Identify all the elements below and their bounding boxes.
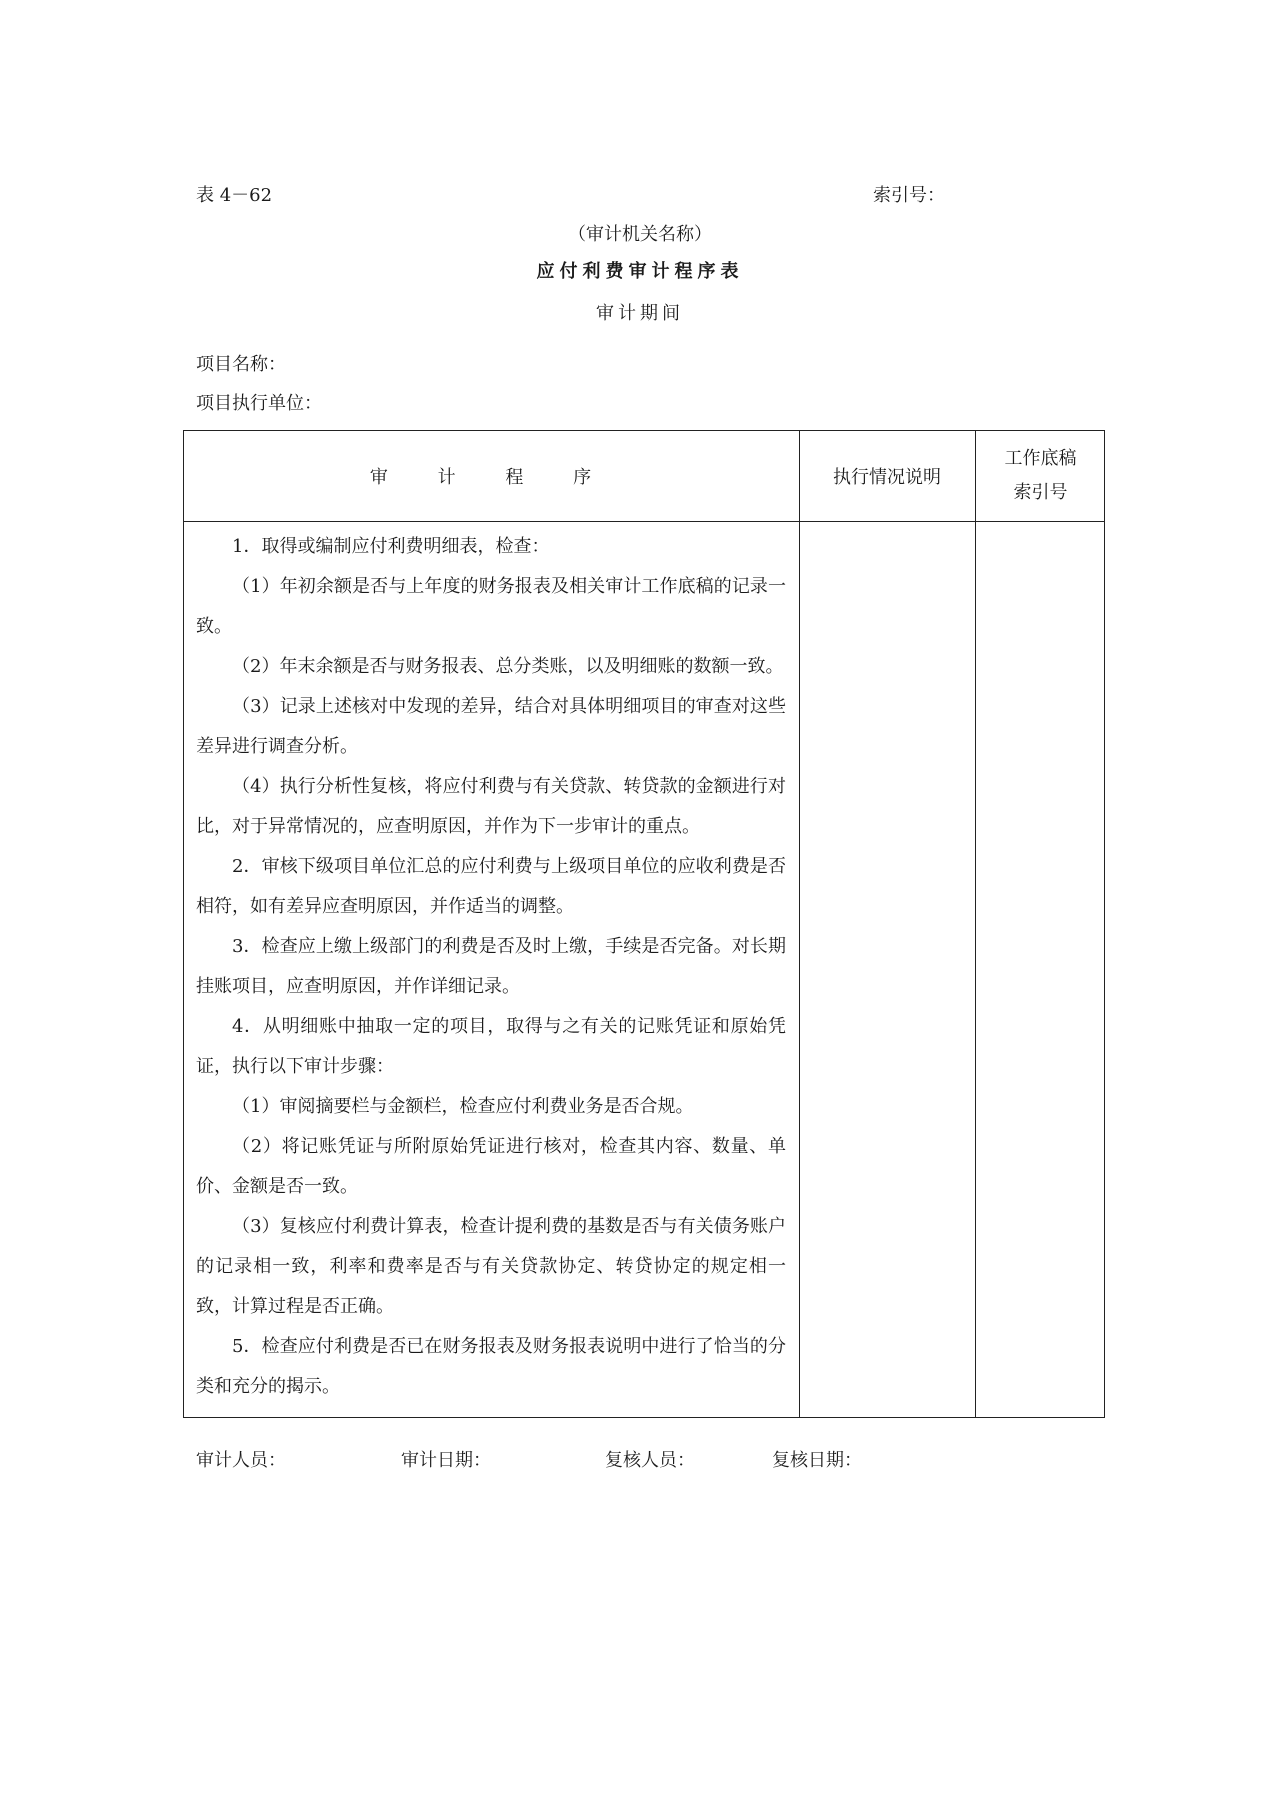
audit-date-label: 审计日期： — [401, 1450, 491, 1471]
column-divider — [975, 431, 976, 1417]
audit-procedure-table — [183, 430, 1105, 1418]
column-divider — [799, 431, 800, 1417]
procedure-item: 3．检查应上缴上级部门的利费是否及时上缴，手续是否完备。对长期挂账项目，应查明原因，并作详细记录。 — [196, 936, 786, 997]
procedure-item: 4．从明细账中抽取一定的项目，取得与之有关的记账凭证和原始凭证，执行以下审计步骤： — [196, 1016, 786, 1077]
project-unit-label: 项目执行单位： — [196, 393, 322, 414]
column-header-procedure: 审 计 程 序 — [369, 467, 614, 488]
procedure-item: 1．取得或编制应付利费明细表，检查： — [232, 536, 550, 557]
procedure-item: （1）年初余额是否与上年度的财务报表及相关审计工作底稿的记录一致。 — [196, 576, 786, 637]
procedure-item: （1）审阅摘要栏与金额栏，检查应付利费业务是否合规。 — [232, 1096, 694, 1117]
auditor-label: 审计人员： — [196, 1450, 286, 1471]
procedure-list — [196, 527, 786, 1407]
column-header-workpaper-ref: 工作底稿 索引号 — [1004, 448, 1077, 503]
procedure-item: 2．审核下级项目单位汇总的应付利费与上级项目单位的应收利费是否相符，如有差异应查明原因，并作适当的调整。 — [196, 856, 786, 917]
header-divider — [184, 521, 1104, 522]
review-date-label: 复核日期： — [772, 1450, 862, 1471]
column-header-execution: 执行情况说明 — [833, 467, 941, 488]
document-title: 应付利费审计程序表 — [536, 261, 744, 282]
procedure-item: （2）年末余额是否与财务报表、总分类账，以及明细账的数额一致。 — [232, 656, 784, 677]
audit-period: 审计期间 — [596, 303, 684, 324]
project-name-label: 项目名称： — [196, 354, 286, 375]
reviewer-label: 复核人员： — [605, 1450, 695, 1471]
procedure-item: （3）记录上述核对中发现的差异，结合对具体明细项目的审查对这些差异进行调查分析。 — [196, 696, 786, 757]
index-number-label: 索引号： — [873, 185, 945, 206]
procedure-item: （2）将记账凭证与所附原始凭证进行核对，检查其内容、数量、单价、金额是否一致。 — [196, 1136, 786, 1197]
procedure-item: 5．检查应付利费是否已在财务报表及财务报表说明中进行了恰当的分类和充分的揭示。 — [196, 1336, 786, 1397]
procedure-item: （3）复核应付利费计算表，检查计提利费的基数是否与有关债务账户的记录相一致，利率和费率是否与有关贷款协定、转贷协定的规定相一致，计算过程是否正确。 — [196, 1216, 786, 1317]
audit-org-name: （审计机关名称） — [568, 224, 712, 245]
procedure-item: （4）执行分析性复核，将应付利费与有关贷款、转贷款的金额进行对比，对于异常情况的，应查明原因，并作为下一步审计的重点。 — [196, 776, 786, 837]
table-number: 表 4－62 — [196, 185, 273, 206]
